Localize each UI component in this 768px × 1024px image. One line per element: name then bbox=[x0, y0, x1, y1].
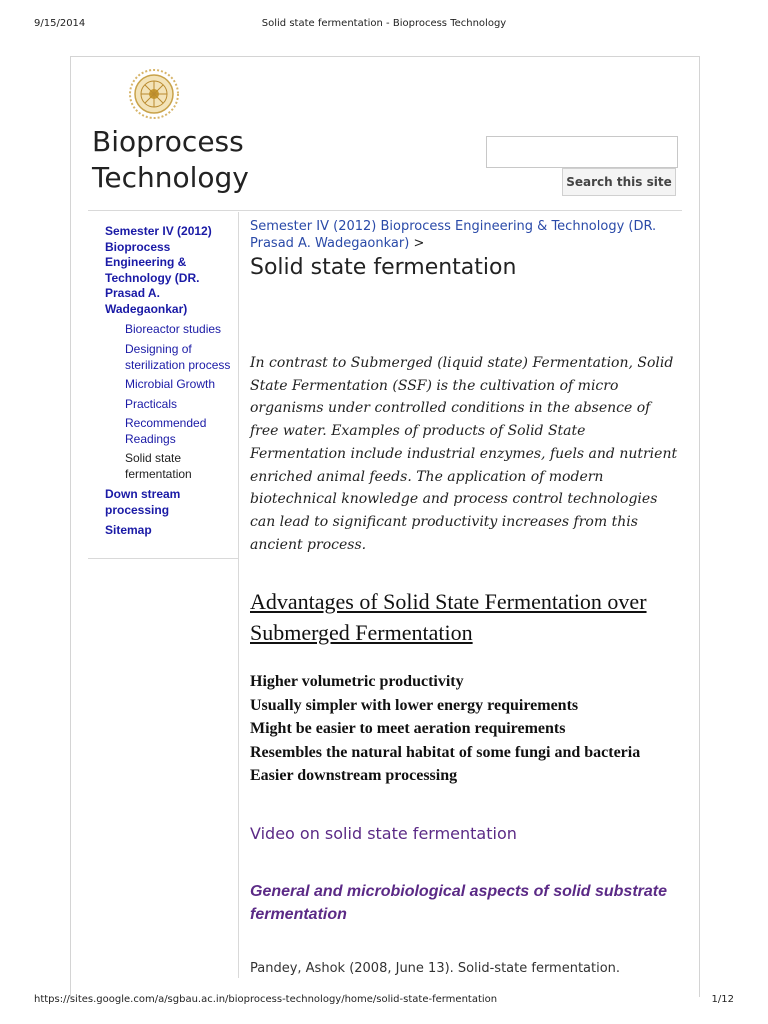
advantages-list bbox=[250, 670, 680, 788]
page-title: Solid state fermentation bbox=[250, 255, 517, 280]
print-url: https://sites.google.com/a/sgbau.ac.in/bioprocess-technology/home/solid-state-fermentation bbox=[34, 994, 498, 1005]
intro-paragraph: In contrast to Submerged (liquid state) Fermentation, Solid State Fermentation (SSF) is the cultivation of micro organisms under controlled conditions in the absence of free water. Examples of products of Solid State Fermentation include industrial enzymes, fuels and nutrient enriched animal feeds. The application of modern biotechnical knowledge and process control technologies can lead to significant productivity increases from this ancient process. bbox=[250, 355, 678, 553]
list-item: Higher volumetric productivity bbox=[250, 673, 464, 690]
sidebar-item-recommended-readings[interactable]: Recommended Readings bbox=[125, 416, 207, 446]
sidebar-item-semester-iv[interactable]: Semester IV (2012) Bioprocess Engineering & Technology (DR. Prasad A. Wadegaonkar) bbox=[105, 224, 212, 316]
breadcrumb bbox=[250, 218, 680, 252]
sidebar-item-bioreactor-studies[interactable]: Bioreactor studies bbox=[125, 322, 222, 336]
sidebar-item-practicals[interactable]: Practicals bbox=[125, 397, 178, 411]
sidebar-item-sitemap[interactable]: Sitemap bbox=[105, 523, 152, 537]
breadcrumb-parent-link[interactable]: Semester IV (2012) Bioprocess Engineering & Technology (DR. Prasad A. Wadegaonkar) bbox=[250, 219, 657, 251]
list-item: Usually simpler with lower energy requirements bbox=[250, 696, 579, 714]
content-left-border bbox=[238, 558, 239, 978]
print-title: Solid state fermentation - Bioprocess Technology bbox=[261, 18, 507, 29]
sidebar-item-solid-state-fermentation[interactable]: Solid state fermentation bbox=[125, 451, 192, 481]
advantages-heading: Advantages of Solid State Fermentation over Submerged Fermentation bbox=[250, 589, 647, 645]
site-title-line2: Technology bbox=[92, 161, 249, 194]
print-footer bbox=[0, 992, 768, 1024]
sidebar-item-microbial-growth[interactable]: Microbial Growth bbox=[125, 377, 216, 391]
list-item: Might be easier to meet aeration requirements bbox=[250, 720, 566, 737]
list-item: Easier downstream processing bbox=[250, 767, 458, 784]
header-divider bbox=[88, 210, 682, 211]
print-date: 9/15/2014 bbox=[34, 18, 86, 29]
site-title[interactable] bbox=[92, 124, 249, 196]
site-title-line1: Bioprocess bbox=[92, 125, 244, 158]
sidebar-item-designing-sterilization[interactable]: Designing of sterilization process bbox=[125, 342, 231, 372]
sidebar-divider bbox=[88, 558, 238, 559]
print-page-number: 1/12 bbox=[711, 994, 734, 1005]
search-button[interactable]: Search this site bbox=[562, 168, 676, 196]
search-input[interactable] bbox=[486, 136, 678, 168]
print-header bbox=[0, 0, 768, 32]
sidebar-item-down-stream-processing[interactable]: Down stream processing bbox=[105, 487, 181, 517]
list-item: Resembles the natural habitat of some fungi and bacteria bbox=[250, 743, 641, 761]
article-link[interactable]: General and microbiological aspects of solid substrate fermentation bbox=[250, 883, 667, 923]
breadcrumb-separator: > bbox=[413, 236, 425, 251]
video-link[interactable]: Video on solid state fermentation bbox=[250, 824, 517, 843]
citation-text: Pandey, Ashok (2008, June 13). Solid-state fermentation. bbox=[250, 961, 621, 976]
university-emblem-icon[interactable] bbox=[124, 66, 184, 122]
